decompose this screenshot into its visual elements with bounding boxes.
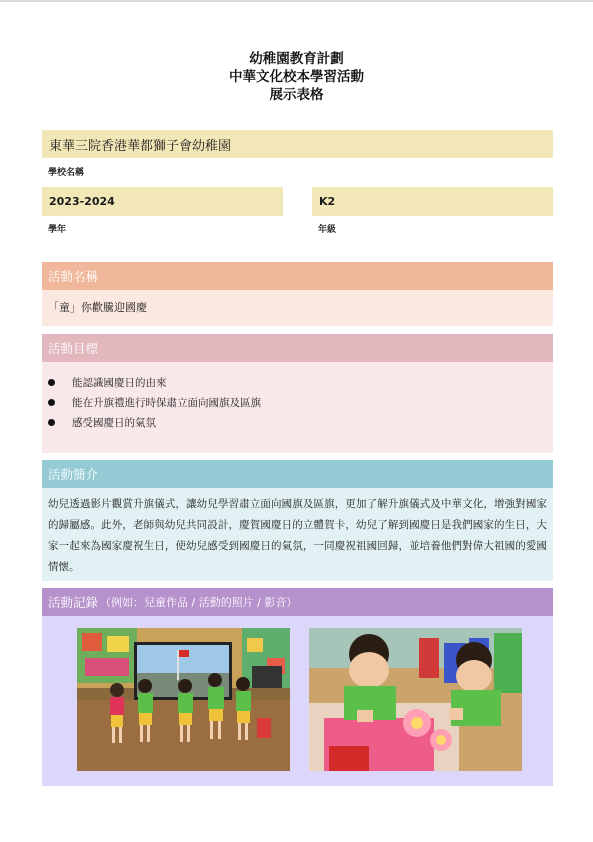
title-line-1: 幼稚園教育計劃	[249, 51, 344, 67]
title-line-2: 中華文化校本學習活動	[229, 69, 364, 85]
introduction-heading: 活動簡介	[42, 460, 553, 488]
objective-text: 能認識國慶日的由來	[72, 376, 167, 389]
title-line-3: 展示表格	[269, 87, 324, 103]
objectives-body	[42, 362, 553, 453]
page-top-border	[0, 0, 593, 2]
objective-text: 能在升旗禮進行時保肅立面向國旗及區旗	[72, 396, 261, 409]
bullet-icon	[48, 379, 55, 386]
school-year-field: 2023-2024	[42, 187, 283, 216]
school-year-caption: 學年	[48, 225, 67, 235]
list-item	[48, 392, 553, 412]
records-heading	[42, 588, 553, 616]
objective-text: 感受國慶日的氣氛	[72, 416, 156, 429]
records-heading-note: （例如：兒童作品 / 活動的照片 / 影音）	[100, 596, 298, 609]
bullet-icon	[48, 419, 55, 426]
school-name-caption: 學校名稱	[48, 168, 85, 178]
activity-name-heading: 活動名稱	[42, 262, 553, 290]
records-heading-title: 活動記錄	[48, 595, 99, 610]
bullet-icon	[48, 399, 55, 406]
list-item	[48, 372, 553, 392]
introduction-body	[42, 488, 553, 581]
classroom-flag-ceremony-photo	[77, 628, 290, 771]
objectives-heading: 活動目標	[42, 334, 553, 362]
document-title	[0, 50, 593, 104]
activity-name-value: 「童」你歡騰迎國慶	[42, 290, 553, 326]
grade-caption: 年級	[318, 225, 337, 235]
school-name-field: 東華三院香港華都獅子會幼稚園	[42, 130, 553, 158]
card-making-photo	[309, 628, 522, 771]
grade-field: K2	[312, 187, 553, 216]
objectives-list	[42, 362, 553, 432]
introduction-text: 幼兒透過影片觀賞升旗儀式，讓幼兒學習肅立面向國旗及區旗，更加了解升旗儀式及中華文化，增強對國家的歸屬感。此外，老師與幼兒共同設計，慶賀國慶日的立體賀卡，幼兒了解到國慶日是我們國家的生日，大家一起來為國家慶祝生日，使幼兒感受到國慶日的氣氛，一同慶祝祖國回歸，並培養他們對偉大祖國的愛國情懷。	[48, 498, 547, 573]
list-item	[48, 412, 553, 432]
